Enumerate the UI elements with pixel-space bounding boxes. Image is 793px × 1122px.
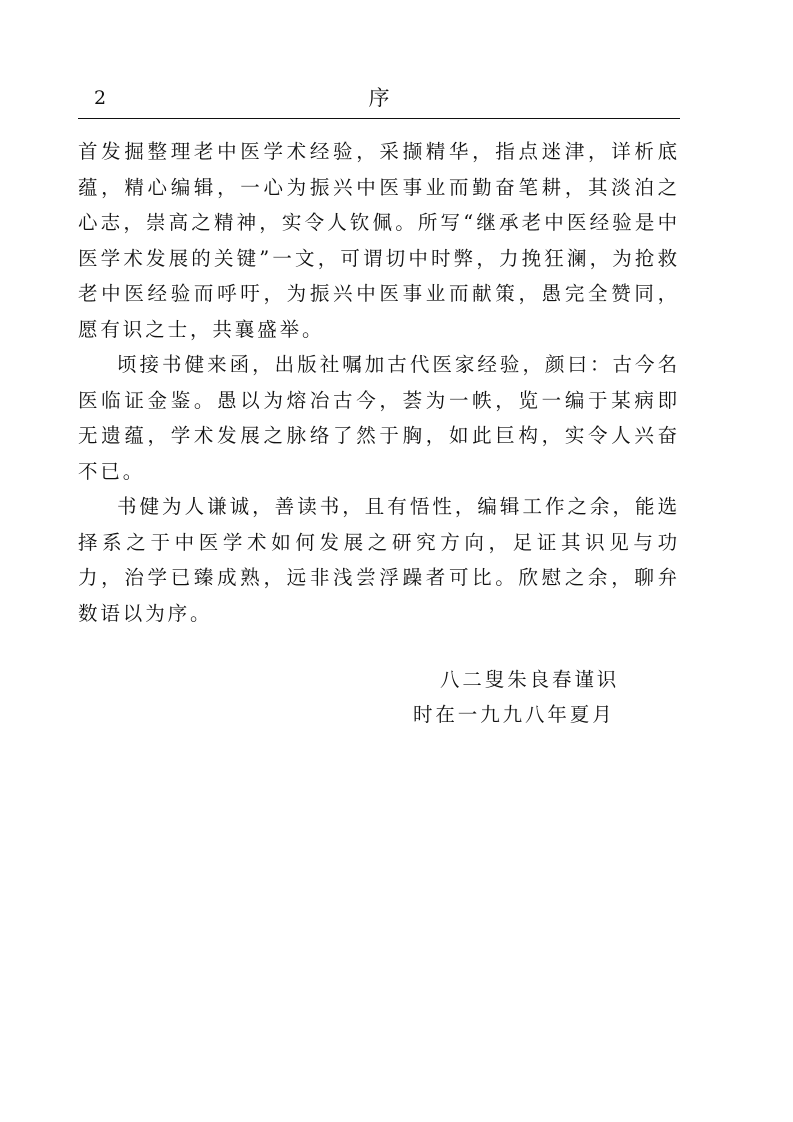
signature-author: 八二叟朱良春谨识 <box>440 668 620 691</box>
signature-block <box>413 662 680 732</box>
paragraph: 顷接书健来函，出版社嘱加古代医家经验，颜曰：古今名医临证金鉴。愚以为熔冶古今，荟为一帙，览一编于某病即无遗蕴，学术发展之脉络了然于胸，如此巨构，实令人兴奋不已。 <box>78 353 680 483</box>
page-number: 2 <box>94 87 107 109</box>
paragraph-continuation: 首发掘整理老中医学术经验，采撷精华，指点迷津，详析底蕴，精心编辑，一心为振兴中医事业而勤奋笔耕，其淡泊之心志，崇高之精神，实令人钦佩。所写“继承老中医经验是中医学术发展的关键”一文，可谓切中时弊，力挽狂澜，为抢救老中医经验而呼吁，为振兴中医事业而献策，愚完全赞同，愿有识之士，共襄盛举。 <box>78 140 680 341</box>
paragraph: 书健为人谦诚，善读书，且有悟性，编辑工作之余，能选择系之于中医学术如何发展之研究方向，足证其识见与功力，治学已臻成熟，远非浅尝浮躁者可比。欣慰之余，聊弁数语以为序。 <box>78 495 680 625</box>
preface-body <box>78 134 680 631</box>
running-title: 序 <box>368 86 390 110</box>
running-header <box>78 84 680 119</box>
signature-date: 时在一九九八年夏月 <box>413 703 615 726</box>
